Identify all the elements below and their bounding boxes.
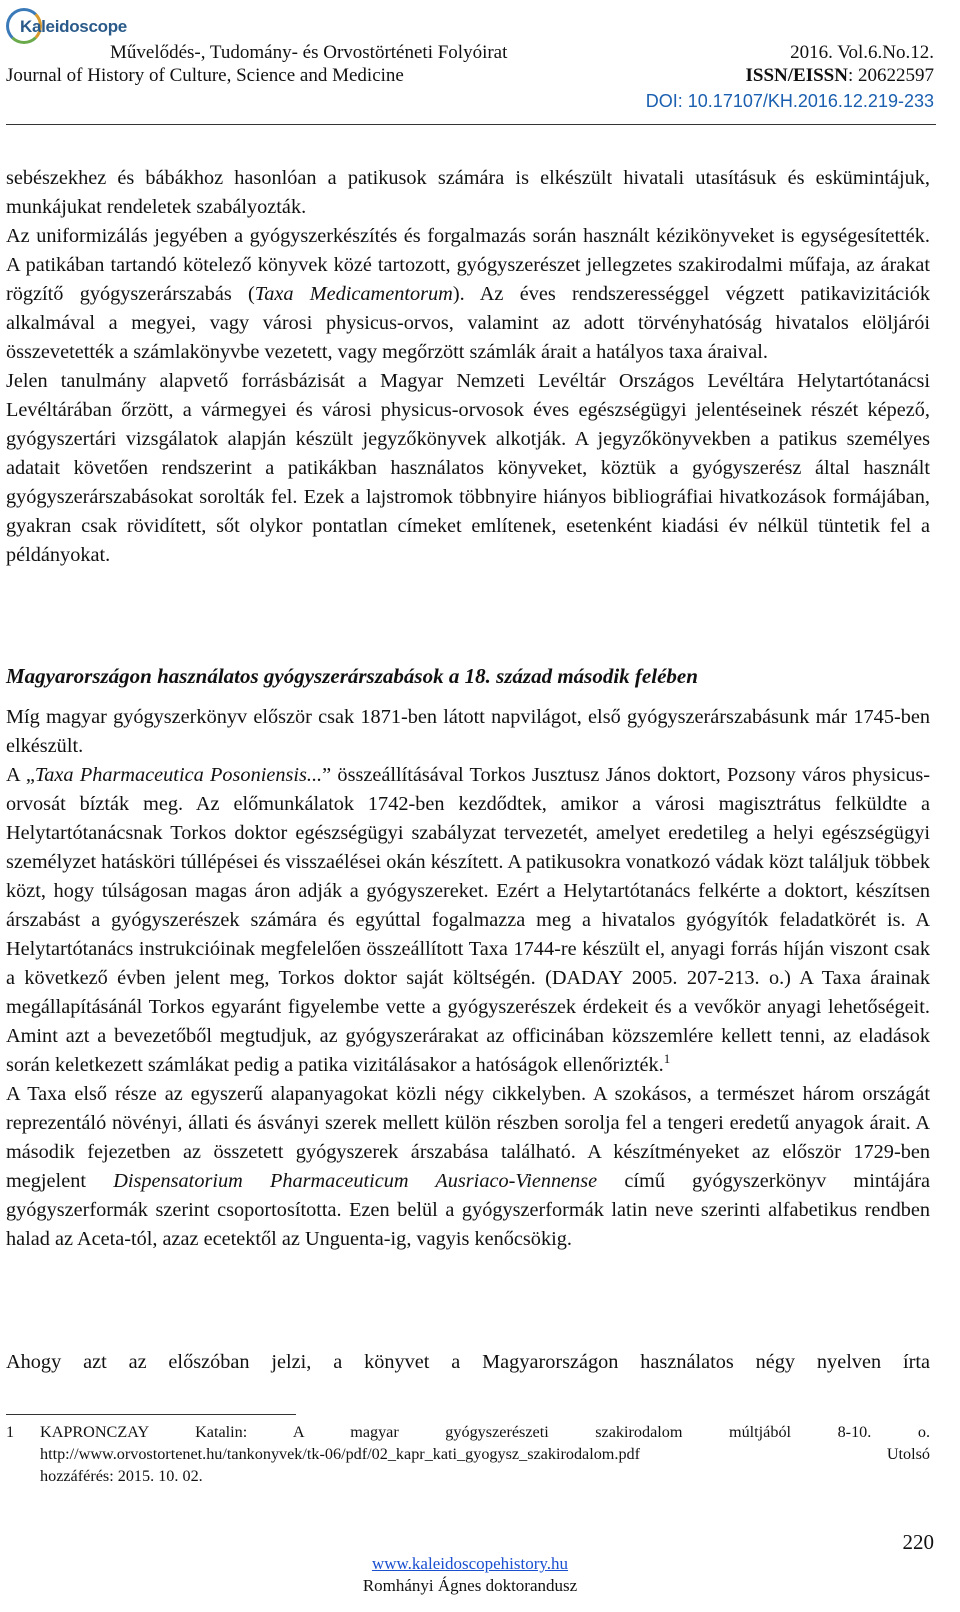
section-heading: Magyarországon használatos gyógyszerárszabások a 18. század második felében [6,664,698,688]
doi-value[interactable]: 10.17107/KH.2016.12.219-233 [687,91,934,111]
text-run: ” összeállításával Torkos Jusztusz János doktort, Pozsony város physicus-orvosát bízták meg. Az előmunkálatok 1742-ben kezdődtek, amikor a városi magisztrátus felküldte a Helytartótanácsnak Torkos doktor egészségügyi szabályzat tervezetét, amelyet eredetileg a helyi egészségügyi személyzet hatásköri túllépései és visszaélései okán készített. A patikusokra vonatkozó vádak közt találjuk többek közt, hogy túlságosan magas áron adják a gyógyszereket. Ezért a Helytartótanács felkérte a doktort, készítsen árszabást a gyógyszerészek számára és egyúttal fogalmazza meg a hivatalos gyógyítók feladatkörét is. A Helytartótanács instrukcióinak megfelelően összeállított Taxa 1744-re készült el, anyagi forrás híján viszont csak a következő évben jelent meg, Torkos doktor saját költségén. (DADAY 2005. 207-213. o.) A Taxa árainak megállapításánál Torkos egyaránt figyelembe vette a gyógyszerészek érdekeit és a vevőkör anyagi lehetőségeit. Amint azt a bevezetőből megtudjuk, az gyógyszerárakat az officinában közszemlére kellett tenni, az eladások során keletkezett számlákat pedig a patika vizitálásakor a hatóságok ellenőrizték. [6,764,931,1076]
footnote-line: KAPRONCZAY Katalin: A magyar gyógyszerészeti szakirodalom múltjából 8-10. o. [40,1423,930,1441]
footnote-divider [6,1414,296,1415]
footer-author: Romhányi Ágnes doktorandusz [362,1576,578,1595]
issn-label: ISSN/EISSN [745,65,848,86]
journal-title-en: Journal of History of Culture, Science and Medicine [6,65,404,86]
paragraph: Míg magyar gyógyszerkönyv először csak 1871-ben látott napvilágot, első gyógyszerárszabásunk már 1745-ben elkészült. [6,706,930,757]
header-divider [6,124,936,125]
journal-logo [6,8,126,50]
text-run: A „ [6,764,35,786]
paragraph-continued: Ahogy azt az előszóban jelzi, a könyvet a Magyarországon használatos négy nyelven írta [6,1351,930,1373]
paragraph [6,1080,930,1254]
italic-title: Dispensatorium Pharmaceuticum Ausriaco-Viennense [113,1170,598,1192]
footnote-line: hozzáférés: 2015. 10. 02. [40,1467,203,1485]
footnote [6,1421,930,1487]
text-run: Az uniformizálás jegyében a gyógyszerkészítés és forgalmazás során használt kézikönyveket is egységesítették. A patikában tartandó kötelező könyvek közé tartozott, gyógyszerészet jellegzetes szakirodalmi műfaja, az árakat rögzítő gyógyszerárszabás ( [6,225,930,305]
paragraph: Jelen tanulmány alapvető forrásbázisát a Magyar Nemzeti Levéltár Országos Levéltára Helytartótanácsi Levéltárában őrzött, a vármegyei és városi physicus-orvosok éves egészségügyi jelentéseinek részét képező, gyógyszertári vizsgálatok alapján készült jegyzőkönyvek alkotják. A jegyzőkönyvekben a patikus személyes adatait követően rendszerint a patikákban használatos könyveket, köztük a gyógyszerész által használt gyógyszerárszabásokat sorolták fel. Ezek a lajstromok többnyire hiányos bibliográfiai hivatkozások formájában, gyakran csak rövidített, sőt olykor pontatlan címeket említenek, esetenként kiadási év nélkül tüntetik fel a példányokat. [6,370,930,566]
text-run: ). Az éves rendszerességgel végzett patikavizitációk alkalmával a megyei, vagy városi physicus-orvos, valamint az adott törvényhatóság hivatalos elöljárói összevetették a számlakönyvbe vezetett, vagy megőrzött számlák árait a hatályos taxa áraival. [6,283,930,363]
page-number: 220 [902,1530,934,1554]
text-run: A Taxa első része az egyszerű alapanyagokat közli négy cikkelyben. A szokásos, a természet három országát reprezentáló növényi, állati és ásványi szerek mellett külön részben sorolja fel a tengeri eredetű anyagok árait. A második fejezetben az összetett gyógyszerek árszabása található. A készítményeket az először 1729-ben megjelent [6,1083,930,1192]
text-run: című gyógyszerkönyv mintájára gyógyszerformák szerint csoportosította. Ezen belül a gyógyszerformák latin neve szerinti alfabetikus rendben halad az Aceta-tól, azaz ecetektől az Unguenta-ig, vagyis kenőcsökig. [6,1170,931,1250]
doi-line[interactable] [646,90,934,112]
journal-title-hu: Művelődés-, Tudomány- és Orvostörténeti Folyóirat [110,42,508,63]
italic-title: Taxa Pharmaceutica Posoniensis... [34,764,323,786]
issn-line [746,65,934,87]
italic-title: Taxa Medicamentorum [254,283,453,305]
paragraph: sebészekhez és bábákhoz hasonlóan a patikusok számára is elkészült hivatali utasításuk és eskümintájuk, munkájukat rendeletek szabályozták. [6,167,930,218]
issn-value: : 20622597 [847,65,934,86]
intro-section [6,164,930,570]
issue-info: 2016. Vol.6.No.12. [790,42,934,63]
footnote-number: 1 [6,1423,15,1441]
footnote-ref[interactable]: 1 [663,1051,671,1067]
main-section [6,703,930,1254]
paragraph [6,761,930,1080]
footnote-url-line[interactable]: http://www.orvostortenet.hu/tankonyvek/tk-06/pdf/02_kapr_kati_gyogysz_szakirodalom.pdf Utolsó [40,1445,930,1463]
logo-text: Kaleidoscope [20,17,127,36]
doi-label: DOI: [645,91,683,111]
footer-link[interactable]: www.kaleidoscopehistory.hu [371,1554,569,1573]
paragraph [6,222,930,367]
